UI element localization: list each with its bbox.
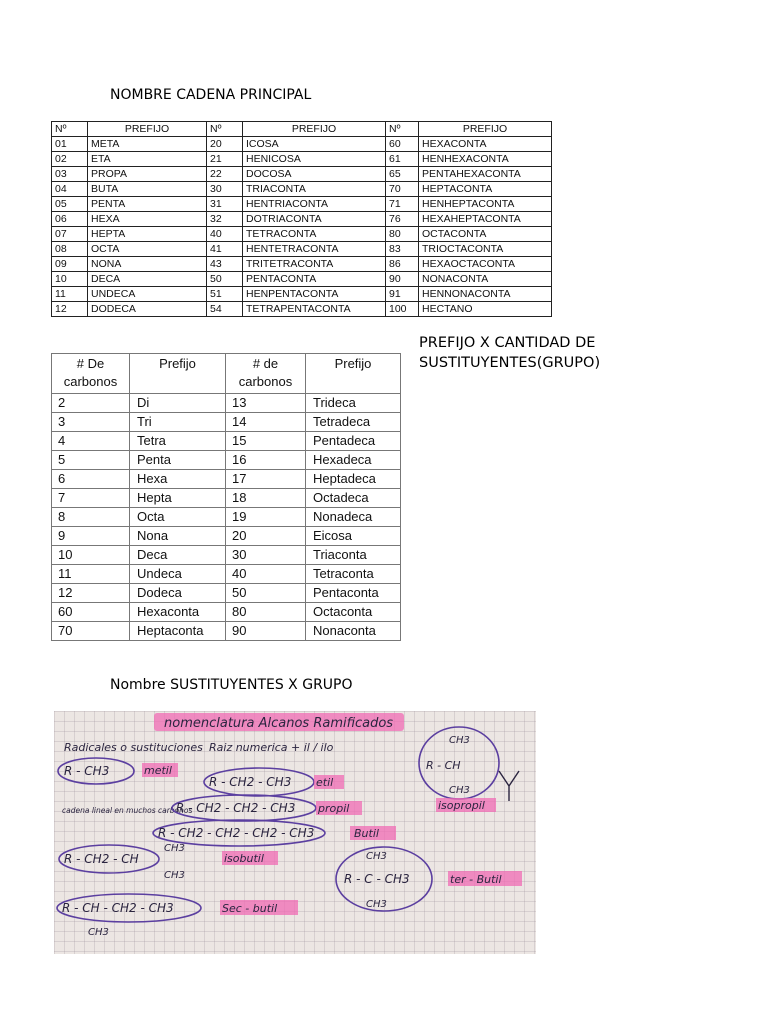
column-header: Nº [207,122,243,137]
table-cell: 02 [52,152,88,167]
table-cell: DOCOSA [243,167,386,182]
table-cell: 07 [52,227,88,242]
table-header-row [52,354,401,394]
table-cell: 10 [52,546,130,565]
table-cell: 30 [226,546,306,565]
table-row [52,227,552,242]
notes-subtitle-right: Raiz numerica + il / ilo [209,741,334,754]
table-cell: 10 [52,272,88,287]
table-cell: UNDECA [88,287,207,302]
table-cell: PENTA [88,197,207,212]
table-cell: 05 [52,197,88,212]
table-cell: NONACONTA [419,272,552,287]
table-cell: TRIACONTA [243,182,386,197]
column-header: Prefijo [306,354,401,394]
table-cell: 65 [386,167,419,182]
table-row [52,451,401,470]
table-cell: 16 [226,451,306,470]
column-header: PREFIJO [88,122,207,137]
table-cell: TETRAPENTACONTA [243,302,386,317]
label-etil: etil [316,776,334,789]
table-cell: 20 [207,137,243,152]
main-chain-heading: NOMBRE CADENA PRINCIPAL [110,87,312,103]
table-cell: TRITETRACONTA [243,257,386,272]
table-cell: 22 [207,167,243,182]
table-cell: 12 [52,584,130,603]
table-row [52,546,401,565]
table-cell: Nonaconta [306,622,401,641]
table-cell: 09 [52,257,88,272]
table-cell: 03 [52,167,88,182]
column-header: Nº [52,122,88,137]
table-cell: TETRACONTA [243,227,386,242]
table-cell: 04 [52,182,88,197]
table-cell: 30 [207,182,243,197]
table-cell: HEXAOCTACONTA [419,257,552,272]
formula-isopropil-ch3-bottom: CH3 [449,785,470,796]
table-cell: 20 [226,527,306,546]
table-cell: 2 [52,394,130,413]
formula-metil: R - CH3 [64,764,110,778]
table-cell: Di [130,394,226,413]
table-cell: 86 [386,257,419,272]
table-cell: 11 [52,287,88,302]
table-cell: Heptaconta [130,622,226,641]
table-row [52,167,552,182]
main-chain-prefix-table [51,121,552,317]
table-cell: 9 [52,527,130,546]
table-cell: Undeca [130,565,226,584]
label-secbutil: Sec - butil [222,902,278,915]
table-row [52,394,401,413]
table-row [52,622,401,641]
table-cell: Nonadeca [306,508,401,527]
table-cell: Penta [130,451,226,470]
table-cell: 76 [386,212,419,227]
table-row [52,565,401,584]
table-row [52,272,552,287]
table-cell: HEXA [88,212,207,227]
table-cell: 15 [226,432,306,451]
table-cell: 100 [386,302,419,317]
table-cell: NONA [88,257,207,272]
table-cell: Pentaconta [306,584,401,603]
table-cell: PENTAHEXACONTA [419,167,552,182]
table-cell: 4 [52,432,130,451]
table-cell: 60 [52,603,130,622]
formula-secbutil: R - CH - CH2 - CH3 [62,901,174,915]
table-cell: HENTETRACONTA [243,242,386,257]
table-cell: 13 [226,394,306,413]
table-cell: 61 [386,152,419,167]
table-cell: HEPTA [88,227,207,242]
table-cell: HENHEPTACONTA [419,197,552,212]
table-cell: META [88,137,207,152]
substituent-count-prefix-table [51,353,401,641]
table-cell: 14 [226,413,306,432]
table-cell: 51 [207,287,243,302]
label-propil: propil [318,802,350,815]
table-cell: Hexaconta [130,603,226,622]
table-row [52,584,401,603]
table-row [52,212,552,227]
table-cell: Eicosa [306,527,401,546]
substituents-heading: Nombre SUSTITUYENTES X GRUPO [110,677,353,693]
table-cell: Tetradeca [306,413,401,432]
column-header: # De carbonos [52,354,130,394]
table-cell: HENNONACONTA [419,287,552,302]
table-cell: HENICOSA [243,152,386,167]
table-cell: Deca [130,546,226,565]
table-cell: Nona [130,527,226,546]
table-cell: 19 [226,508,306,527]
table-cell: 18 [226,489,306,508]
table-cell: 17 [226,470,306,489]
table-cell: ICOSA [243,137,386,152]
column-header: # de carbonos [226,354,306,394]
table-cell: 21 [207,152,243,167]
table-cell: 83 [386,242,419,257]
table-cell: BUTA [88,182,207,197]
table-cell: Tetra [130,432,226,451]
table-cell: 70 [386,182,419,197]
table-cell: 50 [226,584,306,603]
table-cell: 31 [207,197,243,212]
table-cell: Dodeca [130,584,226,603]
table-row [52,287,552,302]
table-cell: HENTRIACONTA [243,197,386,212]
table-row [52,527,401,546]
column-header: Nº [386,122,419,137]
table-cell: 8 [52,508,130,527]
prefix-count-heading [419,333,600,373]
table-cell: Hexa [130,470,226,489]
column-header: PREFIJO [243,122,386,137]
table-cell: 3 [52,413,130,432]
column-header: PREFIJO [419,122,552,137]
table-cell: 7 [52,489,130,508]
table-cell: 80 [386,227,419,242]
table-cell: 06 [52,212,88,227]
table-cell: OCTA [88,242,207,257]
table-cell: Tetraconta [306,565,401,584]
formula-isopropil-ch3-top: CH3 [449,735,470,746]
notes-side-note: cadena lineal en muchos carbonos [62,806,193,815]
handwritten-notes-photo [54,711,536,954]
table-cell: 40 [226,565,306,584]
table-cell: 50 [207,272,243,287]
table-cell: Triaconta [306,546,401,565]
table-row [52,413,401,432]
table-cell: 5 [52,451,130,470]
table-cell: 08 [52,242,88,257]
column-header: Prefijo [130,354,226,394]
notes-title: nomenclatura Alcanos Ramificados [164,716,394,731]
table-row [52,197,552,212]
table-cell: 41 [207,242,243,257]
table-cell: 43 [207,257,243,272]
formula-terbutil-ch3-bottom: CH3 [366,899,387,910]
table-cell: 60 [386,137,419,152]
prefix-count-heading-line1: PREFIJO X CANTIDAD DE [419,335,596,351]
table-cell: PENTACONTA [243,272,386,287]
table-cell: 32 [207,212,243,227]
table-cell: 90 [386,272,419,287]
table-row [52,470,401,489]
table-row [52,432,401,451]
table-cell: OCTACONTA [419,227,552,242]
table-cell: ETA [88,152,207,167]
table-row [52,302,552,317]
table-cell: 71 [386,197,419,212]
handwritten-notes-drawing [54,711,536,954]
table-row [52,603,401,622]
table-cell: Hepta [130,489,226,508]
table-cell: Octa [130,508,226,527]
formula-terbutil: R - C - CH3 [344,872,410,886]
table-cell: Octadeca [306,489,401,508]
table-cell: 01 [52,137,88,152]
formula-etil: R - CH2 - CH3 [209,775,292,789]
table-cell: HENPENTACONTA [243,287,386,302]
formula-secbutil-ch3: CH3 [88,927,109,938]
table-cell: HEXAHEPTACONTA [419,212,552,227]
table-cell: 80 [226,603,306,622]
table-row [52,489,401,508]
formula-propil: R - CH2 - CH2 - CH3 [176,801,296,815]
table-cell: DOTRIACONTA [243,212,386,227]
table-cell: Hexadeca [306,451,401,470]
table-cell: 11 [52,565,130,584]
label-butil: Butil [354,827,379,840]
table-cell: 6 [52,470,130,489]
table-cell: HEXACONTA [419,137,552,152]
table-header-row [52,122,552,137]
table-row [52,257,552,272]
table-cell: HENHEXACONTA [419,152,552,167]
label-metil: metil [144,764,172,777]
table-cell: 54 [207,302,243,317]
table-cell: Tri [130,413,226,432]
label-isopropil: isopropil [438,799,485,812]
table-cell: HEPTACONTA [419,182,552,197]
table-row [52,242,552,257]
table-cell: 90 [226,622,306,641]
prefix-count-heading-line2: SUSTITUYENTES(GRUPO) [419,355,601,371]
table-cell: DECA [88,272,207,287]
table-cell: TRIOCTACONTA [419,242,552,257]
table-cell: DODECA [88,302,207,317]
table-cell: PROPA [88,167,207,182]
table-row [52,152,552,167]
formula-butil: R - CH2 - CH2 - CH2 - CH3 [158,826,315,840]
table-cell: HECTANO [419,302,552,317]
label-isobutil: isobutil [224,852,264,865]
formula-terbutil-ch3-top: CH3 [366,851,387,862]
notes-subtitle-left: Radicales o sustituciones [64,741,203,754]
formula-isobutil-ch3-top: CH3 [164,843,185,854]
table-cell: Heptadeca [306,470,401,489]
formula-isobutil-ch3-bottom: CH3 [164,870,185,881]
table-cell: 40 [207,227,243,242]
table-row [52,137,552,152]
formula-isopropil-mid: R - CH [426,759,461,772]
table-cell: Trideca [306,394,401,413]
label-terbutil: ter - Butil [450,873,502,886]
table-cell: 12 [52,302,88,317]
table-cell: 91 [386,287,419,302]
table-row [52,182,552,197]
table-row [52,508,401,527]
table-cell: 70 [52,622,130,641]
table-cell: Pentadeca [306,432,401,451]
table-cell: Octaconta [306,603,401,622]
formula-isobutil: R - CH2 - CH [64,852,139,866]
